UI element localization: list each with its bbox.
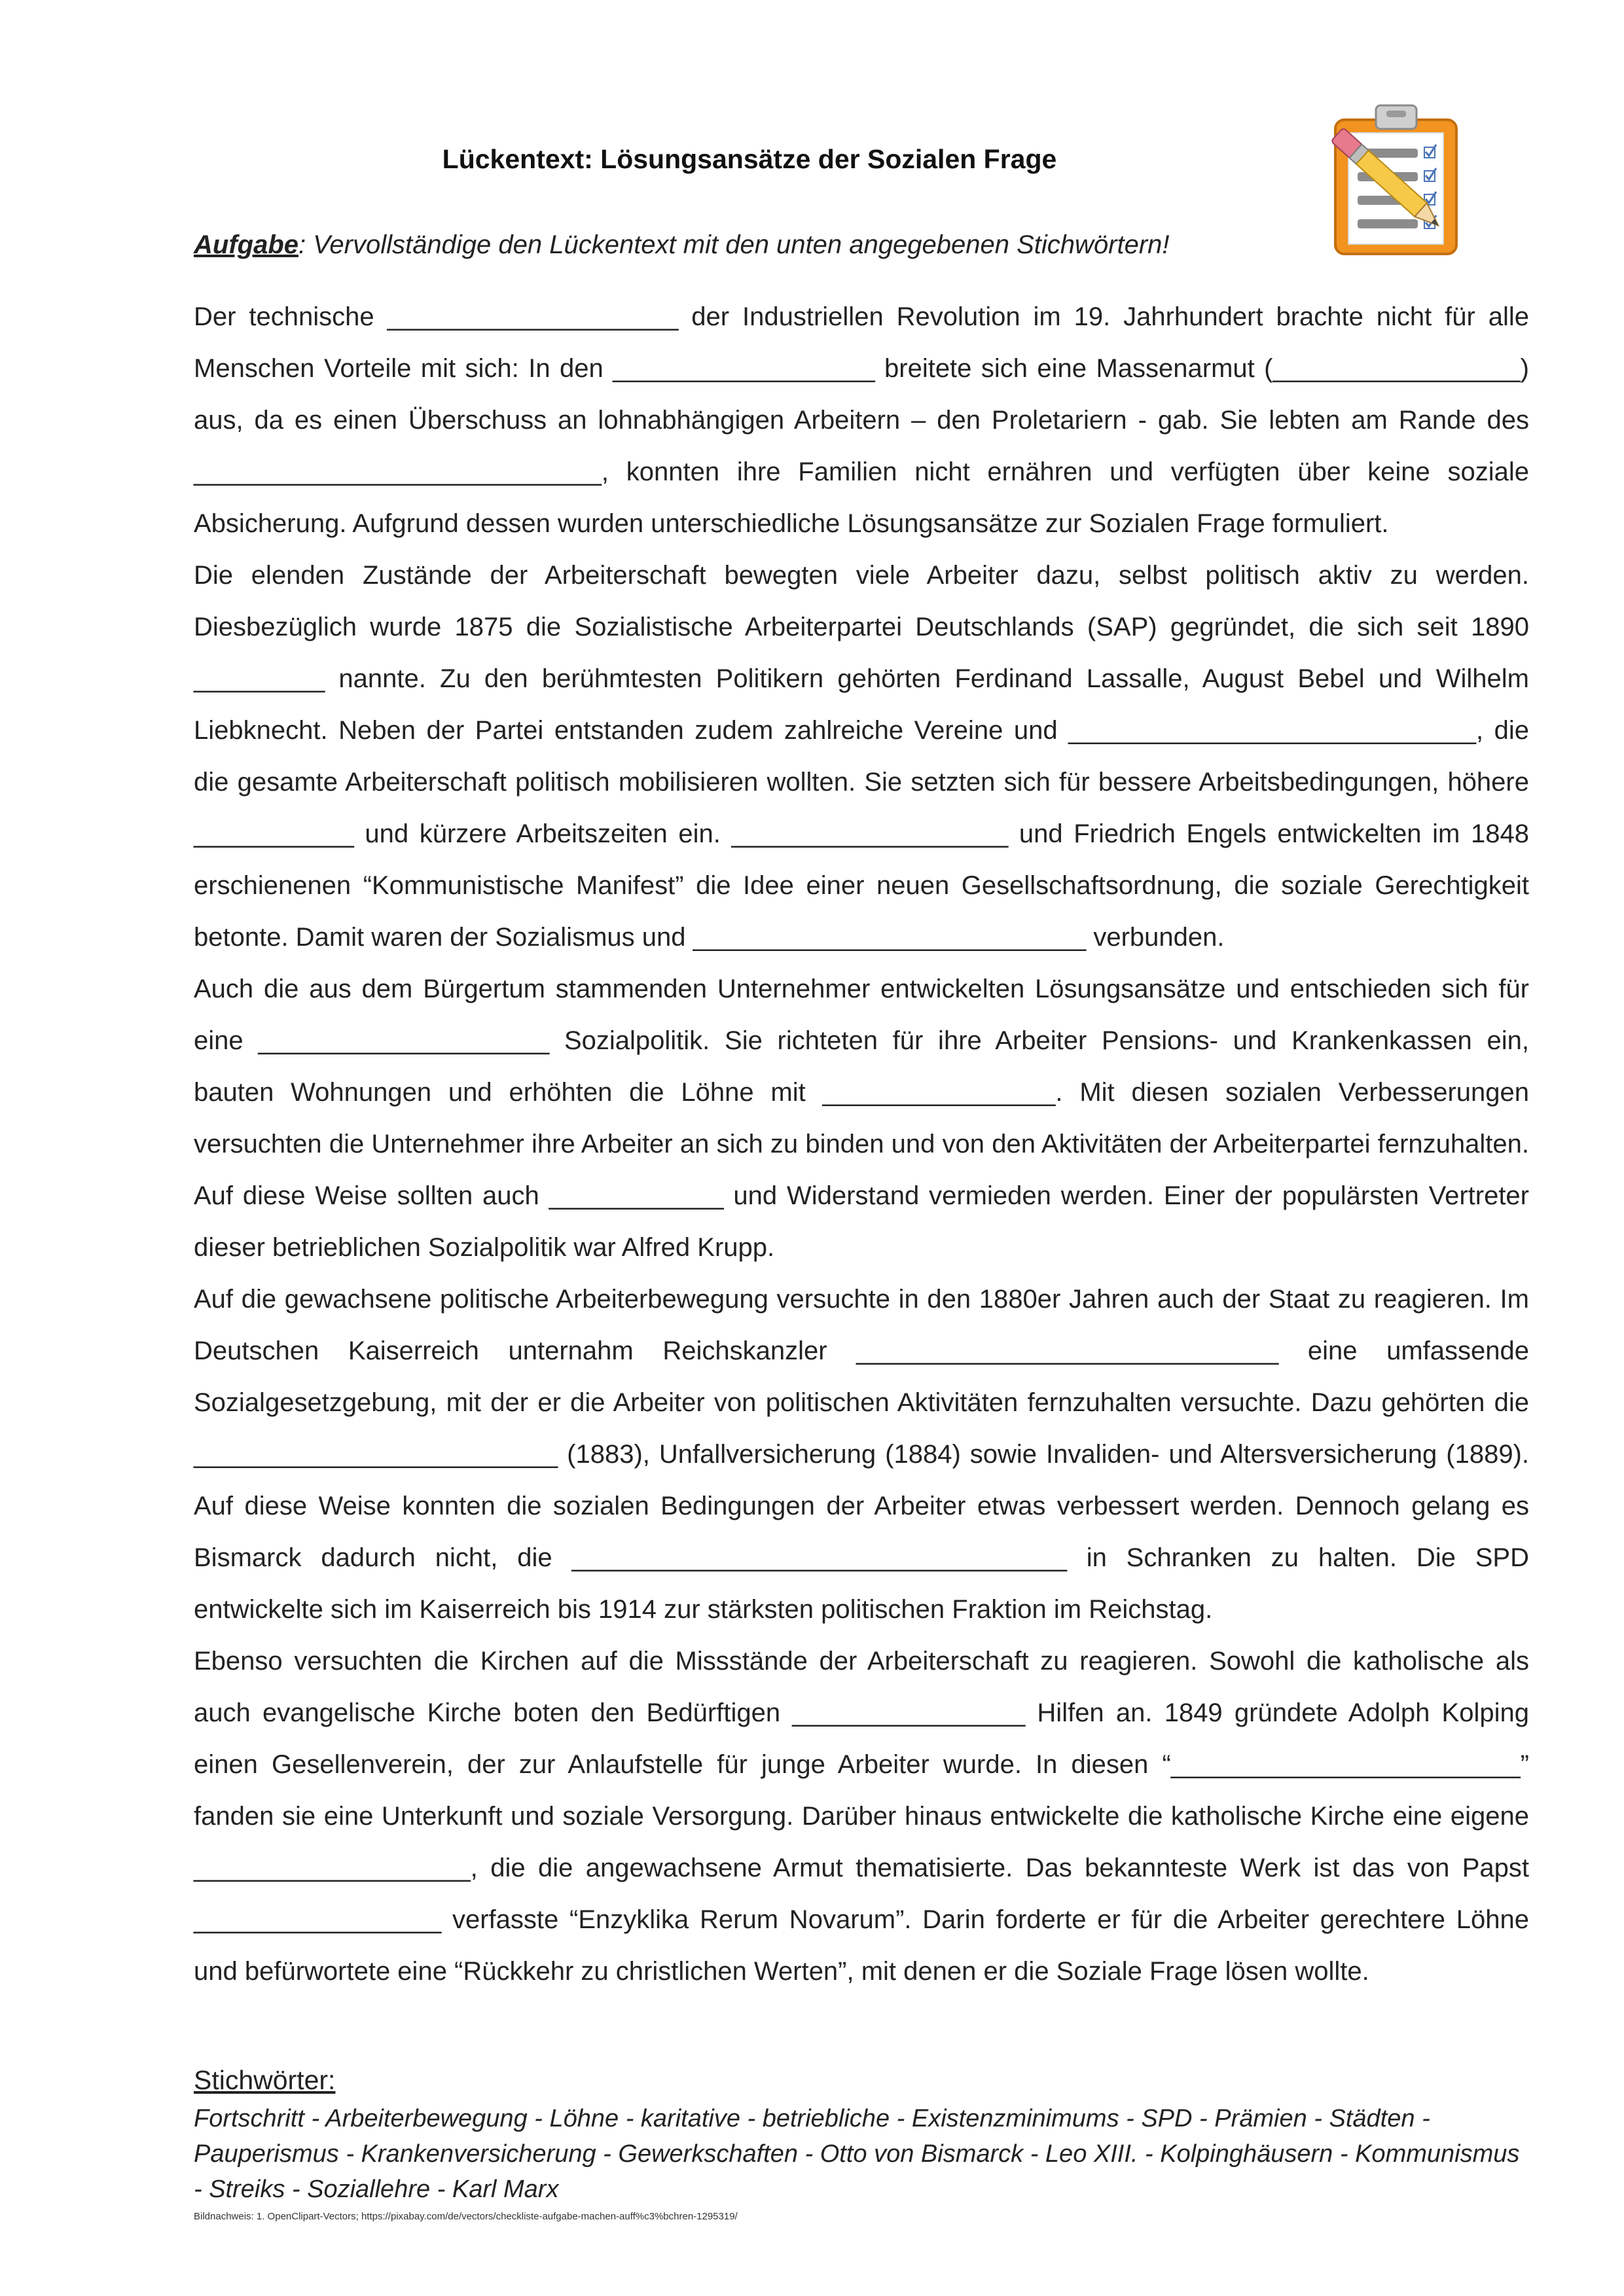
task-instruction bbox=[194, 230, 1170, 260]
task-text: : Vervollständige den Lückentext mit den unten angegebenen Stichwörtern! bbox=[298, 230, 1170, 259]
keywords-heading: Stichwörter: bbox=[194, 2065, 336, 2095]
paragraph-churches: Ebenso versuchten die Kirchen auf die Missstände der Arbeiterschaft zu reagieren. Sowohl die katholische als auch evangelische Kirche boten den Bedürftigen ________________ Hilfen an. 1849 gründete Adolph Kolping einen Gesellenverein, der zur Anlaufstelle für junge Arbeiter wurde. In diesen “________________________” fanden sie eine Unterkunft und soziale Versorgung. Darüber hinaus entwickelte die katholische Kirche eine eigene ___________________, die die angewachsene Armut thematisierte. Das bekannteste Werk ist das von Papst _________________ verfasste “Enzyklika Rerum Novarum”. Darin forderte er für die Arbeiter gerechtere Löhne und befürwortete eine “Rückkehr zu christlichen Werten”, mit denen er die Soziale Frage lösen wollte. bbox=[194, 1647, 1529, 1986]
paragraph-entrepreneurs: Auch die aus dem Bürgertum stammenden Unternehmer entwickelten Lösungsansätze und entschieden sich für eine ____________________ Sozialpolitik. Sie richteten für ihre Arbeiter Pensions- und Krankenkassen ein, bauten Wohnungen und erhöhten die Löhne mit ________________. Mit diesen sozialen Verbesserungen versuchten die Unternehmer ihre Arbeiter an sich zu binden und von den Aktivitäten der Arbeiterpartei fernzuhalten. Auf diese Weise sollten auch ____________ und Widerstand vermieden werden. Einer der populärsten Vertreter dieser betrieblichen Sozialpolitik war Alfred Krupp. bbox=[194, 975, 1529, 1262]
paragraph-labor-movement: Die elenden Zustände der Arbeiterschaft bewegten viele Arbeiter dazu, selbst politisch aktiv zu werden. Diesbezüglich wurde 1875 die Sozialistische Arbeiterpartei Deutschlands (SAP) gegründet, die sich seit 1890 _________ nannte. Zu den berühmtesten Politikern gehörten Ferdinand Lassalle, August Bebel und Wilhelm Liebknecht. Neben der Partei entstanden zudem zahlreiche Vereine und ____________________________, die die gesamte Arbeiterschaft politisch mobilisieren wollten. Sie setzten sich für bessere Arbeitsbedingungen, höhere ___________ und kürzere Arbeitszeiten ein. ___________________ und Friedrich Engels entwickelten im 1848 erschienenen “Kommunistische Manifest” die Idee einer neuen Gesellschaftsordnung, die soziale Gerechtigkeit betonte. Damit waren der Sozialismus und ___________________________ verbunden. bbox=[194, 561, 1529, 952]
keywords-list: Fortschritt - Arbeiterbewegung - Löhne - karitative - betriebliche - Existenzminimums - SPD - Prämien - Städten - Pauperismus - Krankenversicherung - Gewerkschaften - Otto von Bismarck - Leo XIII. - Kolpinghäusern - Kommunismus - Streiks - Soziallehre - Karl Marx bbox=[194, 2105, 1520, 2203]
paragraph-intro: Der technische ____________________ der Industriellen Revolution im 19. Jahrhundert brachte nicht für alle Menschen Vorteile mit sich: In den __________________ breitete sich eine Massenarmut (_________________) aus, da es einen Überschuss an lohnabhängigen Arbeitern – den Proletariern - gab. Sie lebten am Rande des ____________________________, konnten ihre Familien nicht ernähren und verfügten über keine soziale Absicherung. Aufgrund dessen wurden unterschiedliche Lösungsansätze zur Sozialen Frage formuliert. bbox=[194, 302, 1529, 538]
task-label: Aufgabe bbox=[194, 230, 298, 259]
paragraph-state: Auf die gewachsene politische Arbeiterbewegung versuchte in den 1880er Jahren auch der Staat zu reagieren. Im Deutschen Kaiserreich unternahm Reichskanzler _____________________________ eine umfassende Sozialgesetzgebung, mit der er die Arbeiter von politischen Aktivitäten fernzuhalten versuchte. Dazu gehörten die _________________________ (1883), Unfallversicherung (1884) sowie Invaliden- und Altersversicherung (1889). Auf diese Weise konnten die sozialen Bedingungen der Arbeiter etwas verbessert werden. Dennoch gelang es Bismarck dadurch nicht, die __________________________________ in Schranken zu halten. Die SPD entwickelte sich im Kaiserreich bis 1914 zur stärksten politischen Fraktion im Reichstag. bbox=[194, 1285, 1529, 1624]
clipboard-checklist-pencil-icon bbox=[1316, 101, 1479, 259]
cloze-text bbox=[194, 291, 1529, 1998]
worksheet-title: Lückentext: Lösungsansätze der Sozialen Frage bbox=[442, 144, 1057, 174]
image-credit: Bildnachweis: 1. OpenClipart-Vectors; https://pixabay.com/de/vectors/checkliste-aufgabe-machen-auff%c3%bchren-1295319/ bbox=[194, 2211, 738, 2222]
